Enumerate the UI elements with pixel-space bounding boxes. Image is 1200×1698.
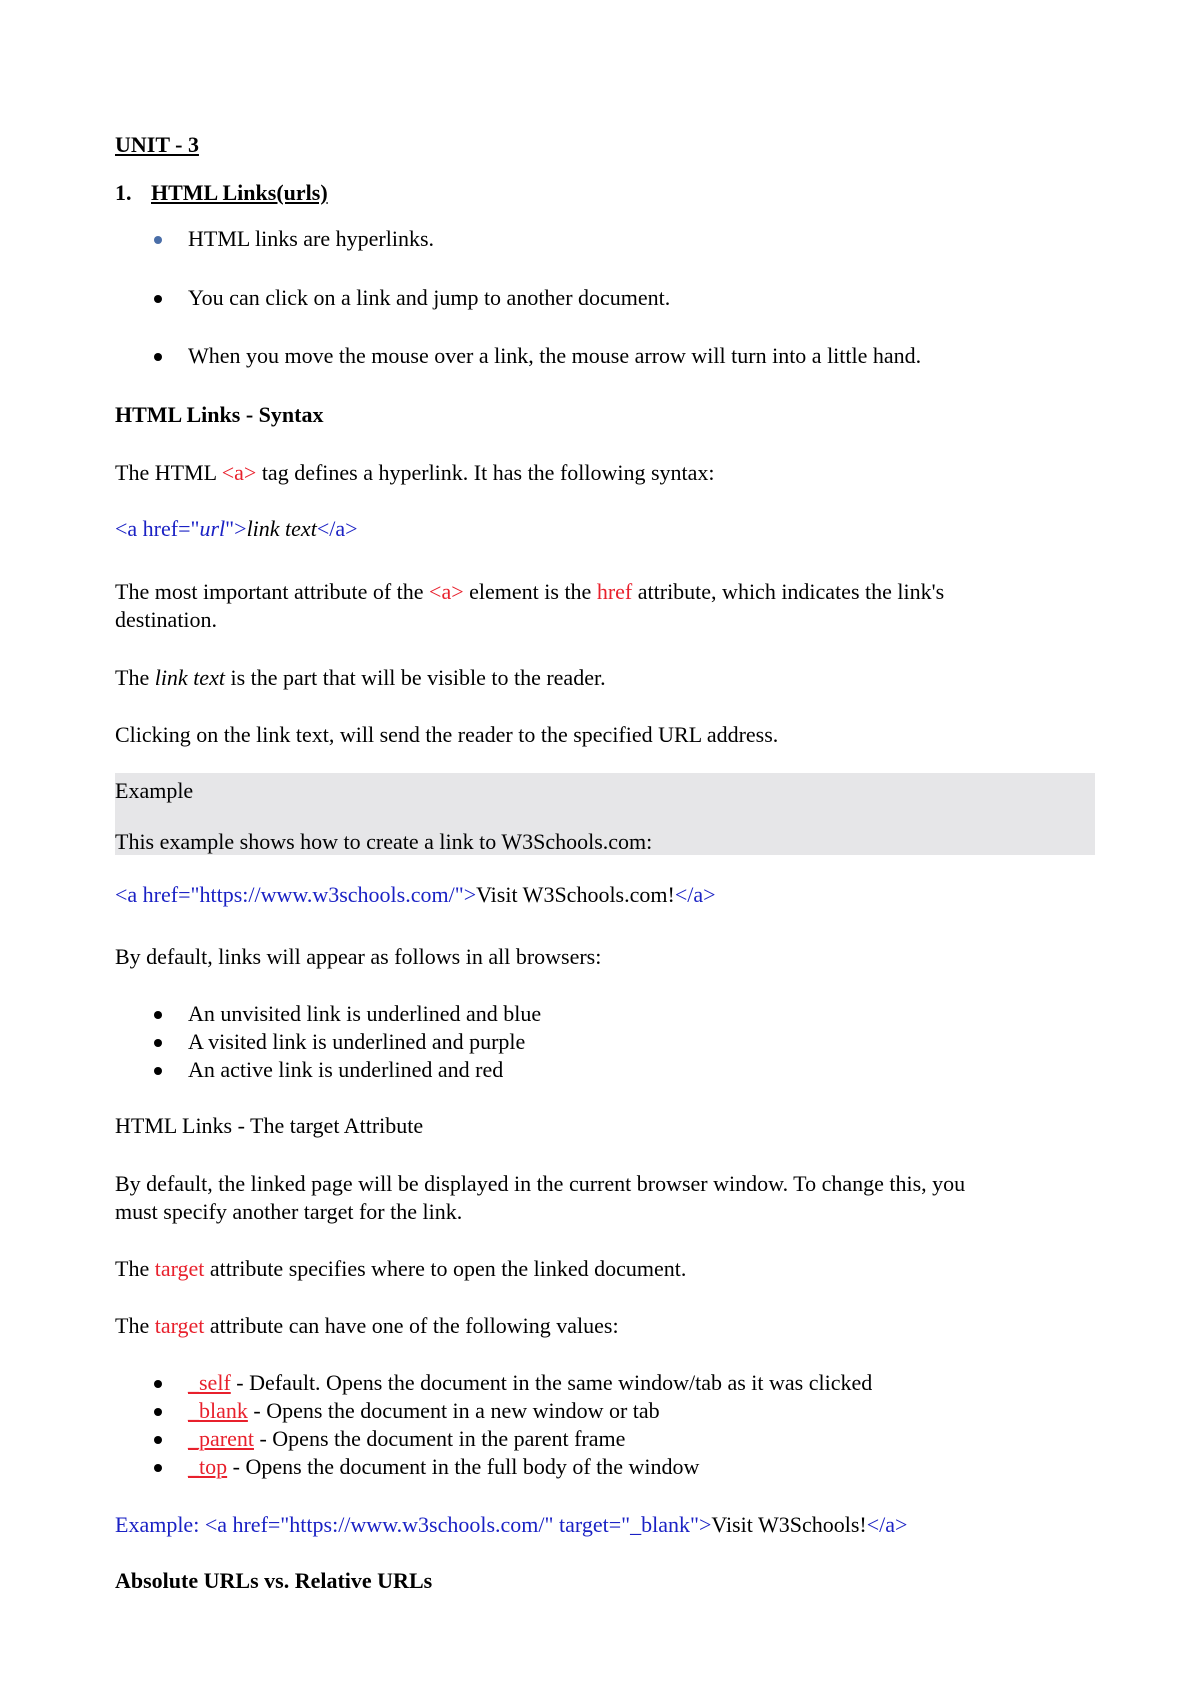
target-keyword: target (154, 1313, 205, 1338)
clicking-paragraph: Clicking on the link text, will send the reader to the specified URL address. (115, 722, 779, 747)
target-value-name: _top (188, 1454, 228, 1479)
target-paragraph-1 (115, 1170, 965, 1226)
list-item: HTML links are hyperlinks. (115, 225, 921, 253)
list-item: You can click on a link and jump to another document. (115, 284, 921, 312)
example-prefix: Example: (115, 1512, 205, 1537)
a-tag-keyword: <a> (429, 579, 464, 604)
example-description: This example shows how to create a link to W3Schools.com: (115, 829, 653, 854)
code-link-text: Visit W3Schools! (711, 1512, 867, 1537)
target-value-name: _parent (188, 1426, 254, 1451)
code-open: <a href=" (115, 882, 200, 907)
list-item (115, 1453, 872, 1481)
section-heading (115, 179, 328, 207)
link-text-italic: link text (154, 665, 225, 690)
defaults-bullet-list (115, 1000, 541, 1084)
code-close: </a> (866, 1512, 908, 1537)
code-link-text: link text (246, 516, 317, 541)
code-close: </a> (674, 882, 716, 907)
example-code (115, 881, 716, 909)
code-link-text: Visit W3Schools.com! (476, 882, 675, 907)
text-run: is the part that will be visible to the reader. (224, 665, 606, 690)
code-open: <a href=" (115, 516, 200, 541)
target-value-desc: - Opens the document in the full body of the window (227, 1454, 700, 1479)
target-value-desc: - Opens the document in a new window or tab (247, 1398, 660, 1423)
target-value-desc: - Default. Opens the document in the same window/tab as it was clicked (230, 1370, 873, 1395)
paragraph-line: destination. (115, 607, 218, 632)
code-open: <a href=" (204, 1512, 290, 1537)
target-heading: HTML Links - The target Attribute (115, 1113, 424, 1138)
text-run: The (115, 1256, 155, 1281)
code-mid: "> (225, 516, 247, 541)
text-run: The HTML (115, 460, 222, 485)
unit-title: UNIT - 3 (115, 132, 199, 157)
text-run: The (115, 1313, 155, 1338)
code-mid: " target=" (544, 1512, 631, 1537)
paragraph-line: must specify another target for the link. (115, 1199, 463, 1224)
code-target-value: _blank (630, 1512, 690, 1537)
text-run: attribute can have one of the following values: (204, 1313, 619, 1338)
text-run: element is the (463, 579, 597, 604)
list-item: When you move the mouse over a link, the mouse arrow will turn into a little hand. (115, 342, 921, 370)
intro-bullet-list (115, 225, 921, 370)
code-close: </a> (316, 516, 358, 541)
paragraph-line (115, 578, 944, 606)
link-text-paragraph (115, 664, 606, 692)
text-run: The most important attribute of the (115, 579, 430, 604)
list-item: An unvisited link is underlined and blue (115, 1000, 541, 1028)
code-mid: "> (454, 882, 477, 907)
code-url: url (199, 516, 226, 541)
href-keyword: href (596, 579, 633, 604)
list-item (115, 1369, 872, 1397)
paragraph-line: By default, the linked page will be displayed in the current browser window. To change this, you (115, 1171, 966, 1196)
example-label: Example (115, 778, 194, 803)
syntax-code (115, 515, 358, 543)
target-paragraph-3 (115, 1312, 619, 1340)
text-run: tag defines a hyperlink. It has the following syntax: (256, 460, 715, 485)
list-item (115, 1425, 872, 1453)
a-tag-keyword: <a> (221, 460, 257, 485)
list-item: A visited link is underlined and purple (115, 1028, 541, 1056)
target-keyword: target (154, 1256, 205, 1281)
text-run: attribute specifies where to open the linked document. (204, 1256, 687, 1281)
target-example (115, 1511, 907, 1539)
syntax-heading: HTML Links - Syntax (115, 402, 324, 427)
target-values-list (115, 1369, 872, 1481)
defaults-intro: By default, links will appear as follows in all browsers: (115, 944, 602, 969)
code-url: https://www.w3schools.com/ (289, 1512, 545, 1537)
code-mid: "> (689, 1512, 712, 1537)
target-value-name: _blank (188, 1398, 248, 1423)
list-item (115, 1397, 872, 1425)
href-paragraph (115, 578, 944, 634)
section-number: 1. (115, 180, 132, 205)
target-value-desc: - Opens the document in the parent frame (253, 1426, 626, 1451)
target-paragraph-2 (115, 1255, 686, 1283)
text-run: The (115, 665, 155, 690)
code-url: https://www.w3schools.com/ (199, 882, 455, 907)
final-heading: Absolute URLs vs. Relative URLs (115, 1568, 433, 1593)
target-value-name: _self (188, 1370, 231, 1395)
section-title: HTML Links(urls) (151, 180, 328, 205)
list-item: An active link is underlined and red (115, 1056, 541, 1084)
text-run: attribute, which indicates the link's (632, 579, 945, 604)
syntax-description (115, 459, 715, 487)
